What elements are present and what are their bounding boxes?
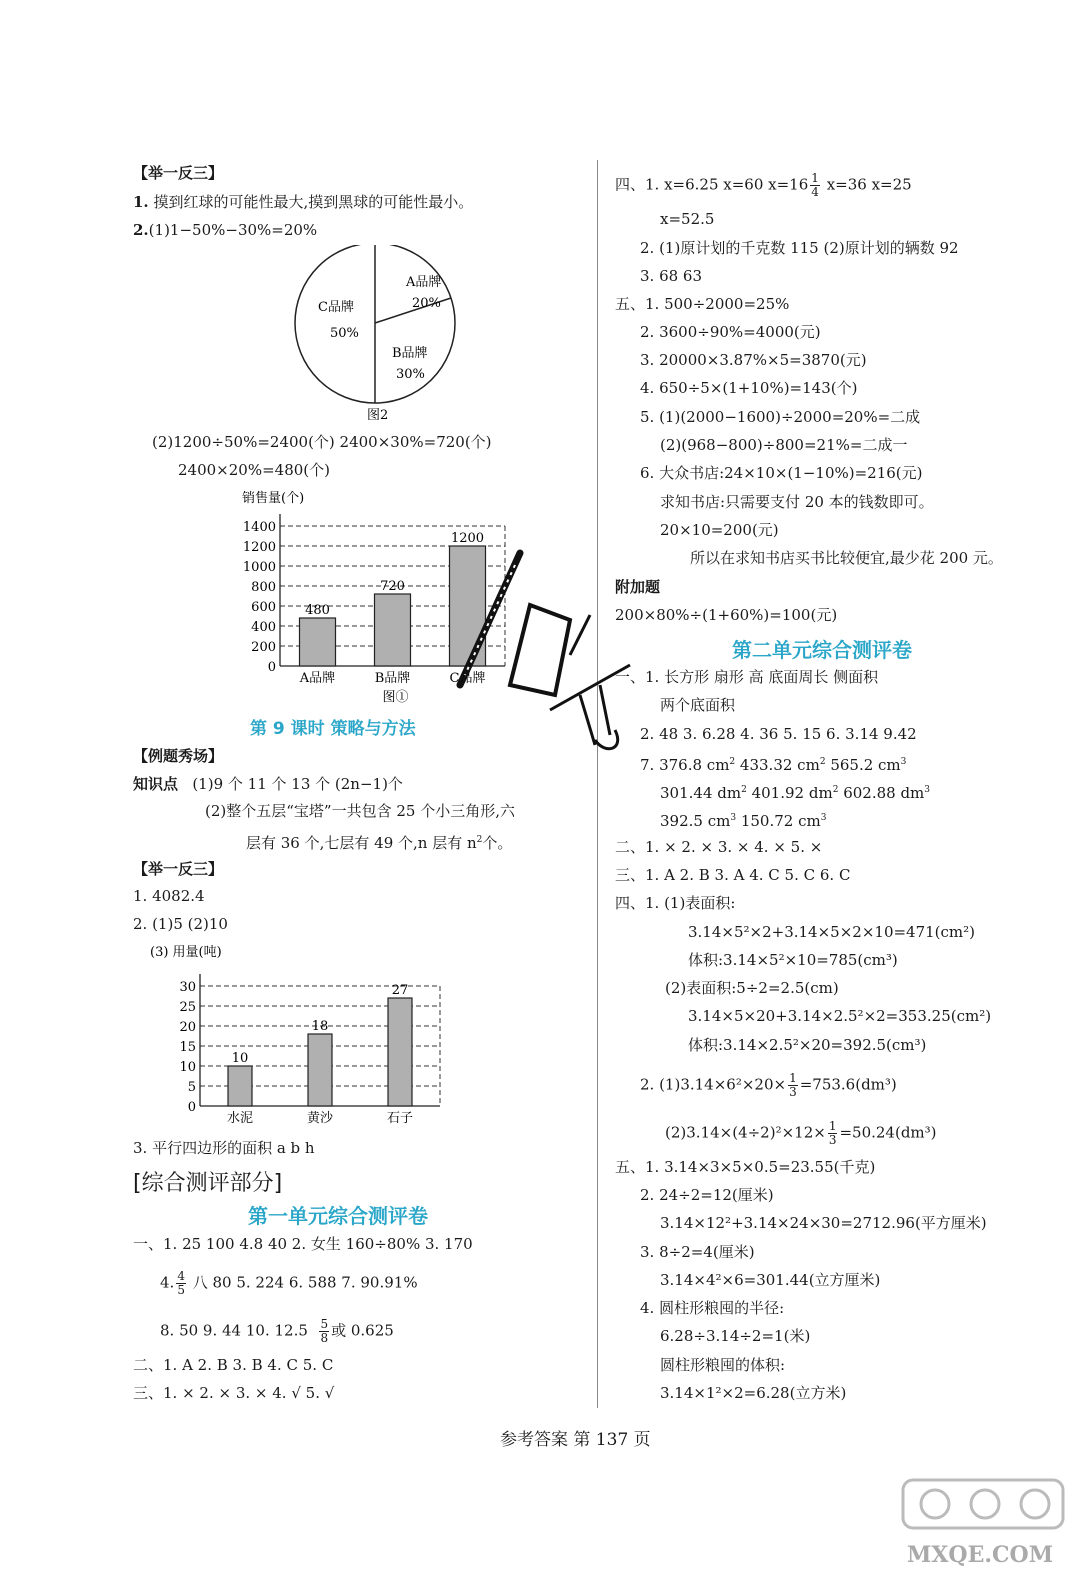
answer-line: 五、1. 3.14×3×5×0.5=23.55(千克) <box>615 1158 876 1176</box>
answer-line: 三、1. A 2. B 3. A 4. C 5. C 6. C <box>615 866 851 884</box>
answer-line: 3.14×12²+3.14×24×30=2712.96(平方厘米) <box>660 1214 987 1232</box>
chart-caption: 图① <box>382 690 409 705</box>
y-tick-label: 0 <box>267 660 276 675</box>
usage-bar-chart <box>150 940 450 1130</box>
answer-line: (2)(968−800)÷800=21%=二成一 <box>660 436 908 454</box>
answer-line: 一、1. 25 100 4.8 40 2. 女生 160÷80% 3. 170 <box>133 1235 473 1253</box>
y-axis-label: 销售量(个) <box>242 491 305 506</box>
answer-line: 知识点 (1)9 个 11 个 13 个 (2n−1)个 <box>133 775 403 793</box>
site-watermark-logo <box>895 1470 1075 1570</box>
x-tick-label: B品牌 <box>374 671 411 686</box>
answer-line: 2400×20%=480(个) <box>178 461 330 479</box>
bar-3 <box>388 998 412 1106</box>
y-tick-label: 1400 <box>242 520 276 535</box>
fraction: $\frac{1}{3}$ <box>828 1119 837 1147</box>
answer-line: 3. 20000×3.87%×5=3870(元) <box>640 351 867 369</box>
bar-2 <box>308 1034 332 1106</box>
answer-line: 7. 376.8 $cm^2$ 433.32 $cm^2$ 565.2 $cm^3$ <box>640 756 907 774</box>
answer-line: 2.(1)1−50%−30%=20% <box>133 221 318 239</box>
bar-1 <box>300 618 336 666</box>
handwritten-stamp <box>430 545 650 765</box>
bar-1 <box>228 1066 252 1106</box>
y-tick-label: 25 <box>179 1000 196 1015</box>
answer-line: 层有 36 个,七层有 49 个,n 层有 $n^2$个。 <box>246 834 513 852</box>
answer-line: x=52.5 <box>660 210 715 228</box>
y-tick-label: 15 <box>179 1040 196 1055</box>
answer-line: 四、1. (1)表面积: <box>615 894 736 912</box>
fraction: $\frac{1}{4}$ <box>811 171 819 199</box>
pie-value-c: 50% <box>330 326 359 341</box>
pie-label-a: A品牌 <box>406 275 442 290</box>
x-tick-label: C品牌 <box>449 671 486 686</box>
bar-2 <box>375 594 411 666</box>
answer-line: 2. 3600÷90%=4000(元) <box>640 323 821 341</box>
answer-line: 求知书店:只需要支付 20 本的钱数即可。 <box>660 493 934 511</box>
fraction: $\frac{4}{5}$ <box>177 1269 185 1297</box>
svg-text:MXQE.COM: MXQE.COM <box>907 1542 1054 1568</box>
answer-line: 三、1. × 2. × 3. × 4. √ 5. √ <box>133 1384 335 1402</box>
answer-line: 所以在求知书店买书比较便宜,最少花 200 元。 <box>690 549 1003 567</box>
pie-value-b: 30% <box>396 367 425 382</box>
answer-line: 4. 圆柱形粮囤的半径: <box>640 1299 785 1317</box>
section-heading: 【举一反三】 <box>133 164 224 182</box>
y-tick-label: 400 <box>251 620 276 635</box>
section-heading: 附加题 <box>615 578 661 596</box>
answer-line: 3.14×4²×6=301.44(立方厘米) <box>660 1271 881 1289</box>
answer-line: 四、1. x=6.25 x=60 x=16 $\frac{1}{4}$ x=36 x=25 <box>615 171 912 199</box>
answer-line: 3. 68 63 <box>640 267 703 285</box>
pie-chart <box>290 245 460 420</box>
bar-value-label: 18 <box>311 1019 329 1034</box>
y-tick-label: 600 <box>251 600 276 615</box>
answer-line: 200×80%÷(1+60%)=100(元) <box>615 606 838 624</box>
answer-line: 8. 50 9. 44 10. 12.5 $\frac{5}{8}$ 或 0.625 <box>160 1317 394 1345</box>
y-tick-label: 200 <box>251 640 276 655</box>
pie-label-c: C品牌 <box>318 300 354 315</box>
answer-line: 体积:3.14×5²×10=785(cm³) <box>688 951 898 969</box>
x-tick-label: A品牌 <box>299 671 336 686</box>
answer-line: (2)3.14×(4÷2)²×12× $\frac{1}{3}$ =50.24(dm³) <box>665 1119 937 1147</box>
y-tick-label: 20 <box>179 1020 196 1035</box>
bar-value-label: 27 <box>391 983 409 998</box>
y-tick-label: 0 <box>187 1100 196 1115</box>
y-tick-label: 30 <box>179 980 196 995</box>
answer-line: (2)表面积:5÷2=2.5(cm) <box>665 979 839 997</box>
answer-line: 6. 大众书店:24×10×(1−10%)=216(元) <box>640 464 923 482</box>
answer-line: 2. 24÷2=12(厘米) <box>640 1186 774 1204</box>
answer-line: (2)1200÷50%=2400(个) 2400×30%=720(个) <box>152 433 492 451</box>
answer-line: (2)整个五层“宝塔”一共包含 25 个小三角形,六 <box>205 802 515 820</box>
answer-line: 体积:3.14×2.5²×20=392.5(cm³) <box>688 1036 927 1054</box>
y-tick-label: 1200 <box>242 540 276 555</box>
bar-value-label: 480 <box>305 603 330 618</box>
answer-line: 3. 8÷2=4(厘米) <box>640 1243 755 1261</box>
answer-line: 二、1. A 2. B 3. B 4. C 5. C <box>133 1356 334 1374</box>
x-tick-label: 黄沙 <box>306 1111 334 1126</box>
answer-line: 3.14×5²×2+3.14×5×2×10=471(cm²) <box>688 923 976 941</box>
answer-line: 两个底面积 <box>660 696 736 714</box>
y-tick-label: 1000 <box>242 560 276 575</box>
answer-line: 4. $\frac{4}{5}$ 八 80 5. 224 6. 588 7. 90.91% <box>160 1269 418 1297</box>
pie-caption: 图2 <box>367 408 389 420</box>
section-heading: 【举一反三】 <box>133 860 224 878</box>
answer-line: 5. (1)(2000−1600)÷2000=20%=二成 <box>640 408 921 426</box>
bar-value-label: 720 <box>380 579 405 594</box>
answer-line: 392.5 $cm^3$ 150.72 $cm^3$ <box>660 812 827 830</box>
y-tick-label: 800 <box>251 580 276 595</box>
answer-line: 3.14×1²×2=6.28(立方米) <box>660 1384 847 1402</box>
answer-line: 1. 4082.4 <box>133 887 205 905</box>
y-tick-label: 10 <box>179 1060 196 1075</box>
y-axis-label: (3) 用量(吨) <box>150 945 222 960</box>
answer-line: 二、1. × 2. × 3. × 4. × 5. × <box>615 838 823 856</box>
answer-line: 圆柱形粮囤的体积: <box>660 1356 786 1374</box>
x-tick-label: 水泥 <box>226 1111 254 1126</box>
fraction: $\frac{1}{3}$ <box>789 1071 797 1099</box>
answer-line: 20×10=200(元) <box>660 521 779 539</box>
answer-line: 6.28÷3.14÷2=1(米) <box>660 1327 811 1345</box>
y-tick-label: 5 <box>187 1080 196 1095</box>
answer-line: 1. 摸到红球的可能性最大,摸到黑球的可能性最小。 <box>133 193 474 211</box>
answer-line: 2. (1)原计划的千克数 115 (2)原计划的辆数 92 <box>640 239 959 257</box>
pie-label-b: B品牌 <box>392 346 428 361</box>
bar-value-label: 10 <box>231 1051 249 1066</box>
bar-value-label: 1200 <box>450 531 485 546</box>
answer-line: 3. 平行四边形的面积 a b h <box>133 1139 315 1157</box>
answer-line: 4. 650÷5×(1+10%)=143(个) <box>640 379 858 397</box>
unit-title: 第一单元综合测评卷 <box>248 1204 428 1228</box>
section-heading: 【例题秀场】 <box>133 747 224 765</box>
unit-title: 第二单元综合测评卷 <box>732 638 912 662</box>
answer-line: 五、1. 500÷2000=25% <box>615 295 790 313</box>
section-banner: [综合测评部分] <box>133 1171 283 1196</box>
answer-line: 3.14×5×20+3.14×2.5²×2=353.25(cm²) <box>688 1007 992 1025</box>
x-tick-label: 石子 <box>386 1111 414 1126</box>
pie-value-a: 20% <box>412 296 441 311</box>
column-divider <box>597 160 598 1408</box>
answer-line: 2. (1)3.14×6²×20× $\frac{1}{3}$ =753.6(dm³) <box>640 1071 897 1099</box>
answer-line: 301.44 $dm^2$ 401.92 $dm^2$ 602.88 $dm^3$ <box>660 784 931 802</box>
answer-line: 2. (1)5 (2)10 <box>133 915 228 933</box>
page-footer: 参考答案 第 137 页 <box>500 1430 651 1450</box>
answer-line: 一、1. 长方形 扇形 高 底面周长 侧面积 <box>615 668 879 686</box>
fraction: $\frac{5}{8}$ <box>320 1317 329 1345</box>
lesson-title: 第 9 课时 策略与方法 <box>250 719 416 739</box>
answer-line: 2. 48 3. 6.28 4. 36 5. 15 6. 3.14 9.42 <box>640 725 917 743</box>
